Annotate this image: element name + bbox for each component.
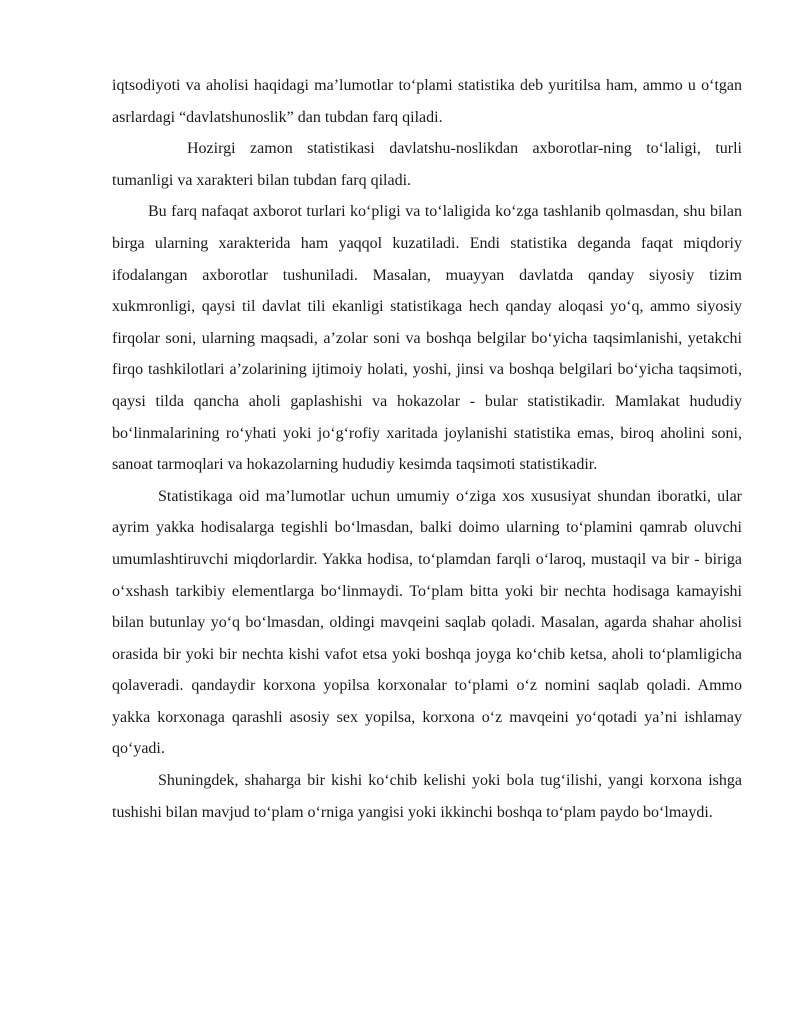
paragraph-3: Bu farq nafaqat axborot turlari ko‘pligi va to‘laligida ko‘zga tashlanib qolmasdan, shu bilan birga ularning xarakterida ham yaqqol kuzatiladi. Endi statistika deganda faqat miqdoriy ifodalangan axborotlar tushuniladi. Masalan, muayyan davlatda qanday siyosiy tizim xukmronligi, qaysi til davlat tili ekanligi statistikaga hech qanday aloqasi yo‘q, ammo siyosiy firqolar soni, ularning maqsadi, a’zolar soni va boshqa belgilar bo‘yicha taqsimlanishi, yetakchi firqo tashkilotlari a’zolarining ijtimoiy holati, yoshi, jinsi va boshqa belgilari bo‘yicha taqsimoti, qaysi tilda qancha aholi gaplashishi va hokazolar - bular statistikadir. Mamlakat hududiy bo‘linmalarining ro‘yhati yoki jo‘g‘rofiy xaritada joylanishi statistika emas, biroq aholini soni, sanoat tarmoqlari va hokazolarning hududiy kesimda taqsimoti statistikadir. (112, 203, 742, 474)
paragraph-2: Hozirgi zamon statistikasi davlatshu-noslikdan axborotlar-ning to‘laligi, turli tumanligi va xarakteri bilan tubdan farq qiladi. (112, 140, 742, 189)
document-page (112, 70, 742, 828)
paragraph-5: Shuningdek, shaharga bir kishi ko‘chib kelishi yoki bola tug‘ilishi, yangi korxona ishga tushishi bilan mavjud to‘plam o‘rniga yangisi yoki ikkinchi boshqa to‘plam paydo bo‘lmaydi. (112, 772, 742, 821)
paragraph-1: iqtsodiyoti va aholisi haqidagi ma’lumotlar to‘plami statistika deb yuritilsa ham, ammo u o‘tgan asrlardagi “davlatshunoslik” dan tubdan farq qiladi. (112, 77, 742, 126)
paragraph-4: Statistikaga oid ma’lumotlar uchun umumiy o‘ziga xos xususiyat shundan iboratki, ular ayrim yakka hodisalarga tegishli bo‘lmasdan, balki doimo ularning to‘plamini qamrab oluvchi umumlashtiruvchi miqdorlardir. Yakka hodisa, to‘plamdan farqli o‘laroq, mustaqil va bir - biriga o‘xshash tarkibiy elementlarga bo‘linmaydi. To‘plam bitta yoki bir nechta hodisaga kamayishi bilan butunlay yo‘q bo‘lmasdan, oldingi mavqeini saqlab qoladi. Masalan, agarda shahar aholisi orasida bir yoki bir nechta kishi vafot etsa yoki boshqa joyga ko‘chib ketsa, aholi to‘plamligicha qolaveradi. qandaydir korxona yopilsa korxonalar to‘plami o‘z nomini saqlab qoladi. Ammo yakka korxonaga qarashli asosiy sex yopilsa, korxona o‘z mavqeini yo‘qotadi ya’ni ishlamay qo‘yadi. (112, 487, 742, 758)
